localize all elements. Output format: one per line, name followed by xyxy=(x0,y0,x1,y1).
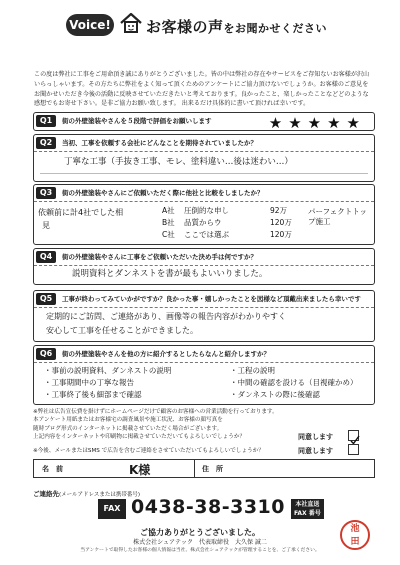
q1-text: 街の外壁塗装やさんを５段階で評価をお願いします xyxy=(62,117,212,125)
q4-number: Q4 xyxy=(36,251,56,263)
contact-sublabel: (メールアドレスまたは携帯番号) xyxy=(59,492,141,498)
q3-answer-left: 依頼前に計4社でした相 xyxy=(38,208,124,217)
recommend-item-left: ・工事終了後も細部まで確認 xyxy=(44,390,142,399)
question-4 xyxy=(33,248,375,285)
q3-answer-left2: 見 xyxy=(42,221,50,230)
q2-text: 当初、工事を依頼する会社にどんなことを期待されていましたか？ xyxy=(62,139,257,147)
q1-number: Q1 xyxy=(36,115,56,127)
agree-checkbox-1[interactable] xyxy=(348,430,359,441)
voice-badge: Voice! xyxy=(66,14,114,36)
comparison-note: 品質からウ xyxy=(184,218,222,227)
comparison-note: 圧倒的な申し xyxy=(184,206,229,215)
contact-row xyxy=(33,481,375,498)
column-divider xyxy=(194,460,195,477)
privacy-footnote: 当アンケートで取得したお客様の個人情報は当社、株式会社シュアテックが管理することを、ご了承ください。 xyxy=(80,548,320,553)
q3-number: Q3 xyxy=(36,187,56,199)
q5-answer-line1: 定期的にご訪問、ご連絡があり、画像等の報告内容がわかりやすく xyxy=(46,312,286,321)
contact-label: ご連絡先 xyxy=(33,490,59,498)
fax-badge: FAX xyxy=(98,499,126,519)
q5-text: 工事が終わってみていかがですか？良かった事・嬉しかったことを図様など頂戴出来ましたら幸いです xyxy=(62,295,361,303)
fax-number[interactable]: 0438-38-3310 xyxy=(131,496,285,518)
question-3 xyxy=(33,184,375,245)
survey-header xyxy=(0,0,400,62)
consent-text-4: 上記内容をインターネットや印刷物に掲載させていただいてもよろしいでしょうか？ xyxy=(33,434,246,441)
consent-text-1: ※弊社は広告宣伝費を掛けずにホームページだけで顧客のお客様への営業活動を行っております。 xyxy=(33,409,278,415)
question-5 xyxy=(33,290,375,342)
q5-answer-line2: 安心して工事を任せることができました。 xyxy=(46,326,198,335)
comparison-price: 120万 xyxy=(270,230,292,239)
thanks-text: ご協力ありがとうございました。 xyxy=(140,528,260,537)
customer-name[interactable]: K様 xyxy=(129,463,151,477)
question-6 xyxy=(33,345,375,405)
agree-checkbox-2[interactable] xyxy=(348,444,359,455)
comparison-price: 92万 xyxy=(270,206,288,215)
agree-label-2: 同意します xyxy=(298,447,333,455)
comparison-note: ここでは選ぶ xyxy=(184,230,229,239)
q2-number: Q2 xyxy=(36,137,56,149)
answer-rule xyxy=(40,173,368,174)
recommend-item-right: ・中間の確認を設ける（目視確かめ） xyxy=(230,378,358,387)
recommend-item-right: ・工程の説明 xyxy=(230,366,275,375)
hanko-stamp xyxy=(340,520,370,550)
fax-area xyxy=(98,496,328,522)
q3-answer-right: パーフェクトトップ施工 xyxy=(308,207,368,226)
intro-text: この度は弊社に工事をご用命頂き誠にありがとうございました。皆の中は弊社の存在やサービスをご存知ないお客様が沢山いらっしゃいます。その方たちに弊社をよく知って頂くためのアンケートにご協力頂けないでしょうか。お客様のご意見をお聞かせいただき今後の活動に反映させていただきたいと考えております。良かったこと、楽しかったことなどどのような感想でもお寄せ下さい。是非ご協力お願い致します。 出来るだけ具体的に書いて頂ければ幸いです。 xyxy=(34,71,370,108)
comparison-company: B社 xyxy=(162,218,175,227)
name-label: 名 前 xyxy=(42,465,63,473)
sms-consent: ※今後、メールまたはSMS で広告を含むご連絡をさせていただいてもよろしいでしょうか？ xyxy=(33,448,264,454)
stamp-line-2: 田 xyxy=(350,537,360,547)
recommend-item-left: ・事前の説明資料、ダンネストの説明 xyxy=(44,366,172,375)
q6-text: 街の外壁塗装やさんを他の方に紹介するとしたらなんと紹介しますか？ xyxy=(62,350,270,358)
agree-label-1: 同意します xyxy=(298,433,333,441)
page-title xyxy=(146,16,327,37)
q5-number: Q5 xyxy=(36,293,56,305)
company-name: 株式会社シュアテック 代表取締役 大久保 誠二 xyxy=(133,539,267,546)
q4-text: 街の外壁塗装やさんに工事をご依頼いただいた決め手は何ですか？ xyxy=(62,253,257,261)
title-main: お客様の声 xyxy=(146,18,224,36)
comparison-price: 120万 xyxy=(270,218,292,227)
recommend-item-left: ・工事期間中の丁寧な報告 xyxy=(44,378,134,387)
fax-note-line-2: FAX 番号 xyxy=(294,510,321,517)
rating-stars: ★★★★★ xyxy=(268,114,366,132)
consent-text-2: 本アンケート用紙またはお客様宅の調査風景や施工状況、お客様の顔写真を xyxy=(33,417,223,424)
question-2 xyxy=(33,134,375,182)
fax-note xyxy=(291,499,324,519)
address-label: 住 所 xyxy=(202,465,223,473)
comparison-company: C社 xyxy=(162,230,175,239)
customer-info-row xyxy=(33,459,375,478)
q3-text: 街の外壁塗装やさんにご依頼いただく際に他社と比較をしましたか？ xyxy=(62,189,264,197)
q4-answer: 説明資料とダンネストを書が最もよいいりました。 xyxy=(72,269,268,279)
house-icon xyxy=(118,10,144,36)
consent-text-3: 随時ブログ形式のインターネットに掲載させていただく場合がございます。 xyxy=(33,425,223,432)
fax-note-line-1: 本社直送 xyxy=(295,501,320,508)
question-1 xyxy=(33,112,375,131)
q2-answer: 丁寧な工事（手抜き工事、モレ、塗料違い…後は迷わい…） xyxy=(64,157,293,167)
comparison-company: A社 xyxy=(162,206,175,215)
stamp-line-1: 池 xyxy=(350,524,360,534)
title-tail: をお聞かせください xyxy=(223,22,328,35)
recommend-item-right: ・ダンネストの際に後確認 xyxy=(230,390,320,399)
q6-number: Q6 xyxy=(36,348,56,360)
